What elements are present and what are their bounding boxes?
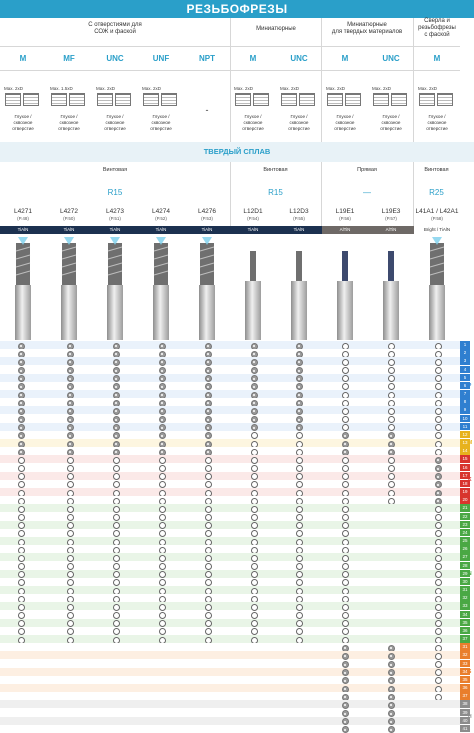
coating-badge: TiAlN <box>230 226 276 234</box>
product-code <box>276 208 322 222</box>
hole-sketch <box>230 84 276 140</box>
material-number-tab: 32 <box>460 651 470 659</box>
material-number-tab: 16 <box>460 464 470 472</box>
material-group-letter: K <box>468 476 472 483</box>
hole-description: Глухое / сквозное отверстие <box>380 114 402 131</box>
material-number-tab: 20 <box>460 496 470 504</box>
material-number-tab: 29 <box>460 570 470 578</box>
thread-type: NPT <box>199 54 215 63</box>
hole-description: Глухое / сквозное отверстие <box>12 114 34 131</box>
material-number-tab: 11 <box>460 423 470 431</box>
hole-icon <box>51 93 85 106</box>
material-number-tab: 28 <box>460 562 470 570</box>
material-number-tab: 26 <box>460 545 470 553</box>
product-code-label: L4272 <box>59 208 79 215</box>
material-number-tab: 7 <box>460 390 470 398</box>
product-code-label: L41A1 / L42A1 <box>415 208 459 215</box>
hole-sketch <box>414 84 460 140</box>
helix-type: Винтовая <box>263 167 288 173</box>
coating-badge: AlTiN <box>322 226 368 234</box>
material-number-tab: 12 <box>460 431 470 439</box>
group-drill-mill-chamfer: Сверла и резьбофрезы с фаской <box>418 18 456 38</box>
hole-sketch <box>138 84 184 140</box>
product-code-label: L12D3 <box>289 208 309 215</box>
material-number-tab: 30 <box>460 578 470 586</box>
material-label: ТВЕРДЫЙ СПЛАВ <box>203 147 271 156</box>
material-group-letter: M <box>468 440 473 447</box>
material-number-tab: 31 <box>460 586 470 594</box>
hole-description: Глухое / сквозное отверстие <box>150 114 172 131</box>
product-page-ref: (P.54) <box>247 216 259 221</box>
coating-badge: TiAlN <box>184 226 230 234</box>
material-number-tab: 35 <box>460 619 470 627</box>
end-mill-icon <box>240 237 266 340</box>
helix-type: Прямая <box>357 167 377 173</box>
material-number-tab: 34 <box>460 668 470 676</box>
hole-sketch <box>276 84 322 140</box>
product-page-ref: (P.51) <box>109 216 121 221</box>
end-mill-icon <box>332 237 358 340</box>
material-number-tab: 4 <box>460 366 470 374</box>
material-number-tab: 33 <box>460 660 470 668</box>
material-number-tab: 39 <box>460 709 470 717</box>
material-number-tab: 8 <box>460 398 470 406</box>
hole-sketch <box>322 84 368 140</box>
product-code <box>322 208 368 222</box>
coating-badge: TiAlN <box>92 226 138 234</box>
recommended-icon <box>342 726 349 733</box>
product-code <box>184 208 230 222</box>
npt-dash: - <box>205 105 209 115</box>
material-group-letter: S <box>468 668 472 675</box>
product-page-ref: (P.58) <box>431 216 443 221</box>
group-miniature: Миниатюрные <box>256 26 296 32</box>
helix-type: Винтовая <box>424 167 449 173</box>
material-number-tab: 15 <box>460 455 470 463</box>
thread-type: M <box>341 54 349 63</box>
material-band <box>0 142 474 162</box>
thread-type: UNC <box>290 54 308 63</box>
material-number-tab: 31 <box>460 643 470 651</box>
end-mill-icon <box>102 237 128 340</box>
material-number-tab: 40 <box>460 717 470 725</box>
hole-sketch <box>0 84 46 140</box>
product-code-label: L4274 <box>151 208 171 215</box>
product-code <box>230 208 276 222</box>
hole-icon <box>281 93 315 106</box>
thread-type: UNF <box>152 54 170 63</box>
helix-angle: R25 <box>429 188 444 197</box>
hole-description: Глухое / сквозное отверстие <box>288 114 310 131</box>
material-number-tab: 32 <box>460 594 470 602</box>
product-page-ref: (P.48) <box>17 216 29 221</box>
hole-description: Глухое / сквозное отверстие <box>242 114 264 131</box>
depth-caption: Max. 2xD <box>4 86 24 91</box>
thread-type: UNC <box>382 54 400 63</box>
material-number-tab: 24 <box>460 529 470 537</box>
material-number-tab: 9 <box>460 406 470 414</box>
hole-icon <box>327 93 361 106</box>
coating-badge: TiAlN <box>138 226 184 234</box>
product-code-label: L19E1 <box>335 208 355 215</box>
product-code <box>46 208 92 222</box>
hole-icon <box>235 93 269 106</box>
recommended-icon <box>388 726 395 733</box>
material-number-tab: 6 <box>460 382 470 390</box>
depth-caption: Max. 2xD <box>418 86 438 91</box>
coating-badge: AlTiN <box>368 226 414 234</box>
material-number-tab: 37 <box>460 692 470 700</box>
material-number-tab: 17 <box>460 472 470 480</box>
hole-description: Глухое / сквозное отверстие <box>104 114 126 131</box>
helix-type: Винтовая <box>102 167 128 173</box>
product-page-ref: (P.57) <box>385 216 397 221</box>
hole-icon <box>419 93 453 106</box>
thread-type: M <box>19 54 27 63</box>
depth-caption: Max. 2xD <box>280 86 300 91</box>
product-page-ref: (P.52) <box>155 216 167 221</box>
product-code <box>92 208 138 222</box>
material-group-letter: H <box>468 713 472 720</box>
helix-angle: R15 <box>268 188 283 197</box>
end-mill-icon <box>56 237 82 340</box>
material-group-letter: P <box>468 382 472 389</box>
hole-description: Глухое / сквозное отверстие <box>426 114 448 131</box>
coating-badge: Bright / TiAlN <box>414 226 460 234</box>
product-code-label: L19E3 <box>381 208 401 215</box>
material-group-letter: N <box>468 570 472 577</box>
material-number-tab: 33 <box>460 602 470 610</box>
depth-caption: Max. 2xD <box>234 86 254 91</box>
depth-caption: Max. 2xD <box>142 86 162 91</box>
end-mill-icon <box>194 237 220 340</box>
depth-caption: Max. 2xD <box>96 86 116 91</box>
product-code-label: L4273 <box>105 208 125 215</box>
material-number-tab: 41 <box>460 725 470 733</box>
helix-angle: R15 <box>107 188 123 197</box>
thread-type: M <box>433 54 441 63</box>
product-code-label: L12D1 <box>243 208 263 215</box>
material-number-tab: 13 <box>460 439 470 447</box>
depth-caption: Max. 2xD <box>372 86 392 91</box>
coating-badge: TiAlN <box>0 226 46 234</box>
material-number-tab: 10 <box>460 415 470 423</box>
material-number-tab: 34 <box>460 611 470 619</box>
product-code <box>414 208 460 222</box>
hole-icon <box>5 93 39 106</box>
coating-badge: TiAlN <box>276 226 322 234</box>
material-number-tab: 19 <box>460 488 470 496</box>
group-coolant-chamfer: С отверстиями для СОЖ и фаской <box>88 22 142 35</box>
product-page-ref: (P.56) <box>339 216 351 221</box>
material-number-tab: 14 <box>460 447 470 455</box>
page-title: РЕЗЬБОФРЕЗЫ <box>0 0 474 18</box>
material-number-tab: 27 <box>460 553 470 561</box>
material-number-tab: 1 <box>460 341 470 349</box>
thread-type: MF <box>63 54 75 63</box>
end-mill-icon <box>286 237 312 340</box>
hole-icon <box>373 93 407 106</box>
material-number-tab: 22 <box>460 513 470 521</box>
material-number-tab: 38 <box>460 700 470 708</box>
material-number-tab: 35 <box>460 676 470 684</box>
product-page-ref: (P.50) <box>63 216 75 221</box>
end-mill-icon <box>148 237 174 340</box>
hole-description: Глухое / сквозное отверстие <box>334 114 356 131</box>
end-mill-icon <box>378 237 404 340</box>
end-mill-icon <box>424 237 450 340</box>
hole-sketch <box>46 84 92 140</box>
product-code <box>138 208 184 222</box>
hole-icon <box>143 93 177 106</box>
material-number-tab: 37 <box>460 635 470 643</box>
hole-icon <box>97 93 131 106</box>
product-code-label: L4276 <box>197 208 217 215</box>
helix-angle: — <box>363 188 371 197</box>
depth-caption: Max. 2xD <box>326 86 346 91</box>
product-code <box>368 208 414 222</box>
thread-type: M <box>249 54 257 63</box>
material-number-tab: 5 <box>460 374 470 382</box>
material-number-tab: 25 <box>460 537 470 545</box>
hole-sketch <box>92 84 138 140</box>
material-number-tab: 36 <box>460 684 470 692</box>
product-page-ref: (P.53) <box>201 216 213 221</box>
product-code <box>0 208 46 222</box>
material-number-tab: 21 <box>460 504 470 512</box>
material-number-tab: 18 <box>460 480 470 488</box>
group-miniature-hard: Миниатюрные для твердых материалов <box>331 22 403 35</box>
depth-caption: Max. 1.5xD <box>50 86 73 91</box>
coating-badge: TiAlN <box>46 226 92 234</box>
material-number-tab: 36 <box>460 627 470 635</box>
product-code-label: L4271 <box>13 208 33 215</box>
hole-description: Глухое / сквозное отверстие <box>58 114 80 131</box>
material-number-tab: 2 <box>460 349 470 357</box>
material-number-tab: 3 <box>460 357 470 365</box>
hole-sketch <box>368 84 414 140</box>
material-number-tab: 23 <box>460 521 470 529</box>
thread-type: UNC <box>106 54 124 63</box>
end-mill-icon <box>10 237 36 340</box>
product-page-ref: (P.55) <box>293 216 305 221</box>
